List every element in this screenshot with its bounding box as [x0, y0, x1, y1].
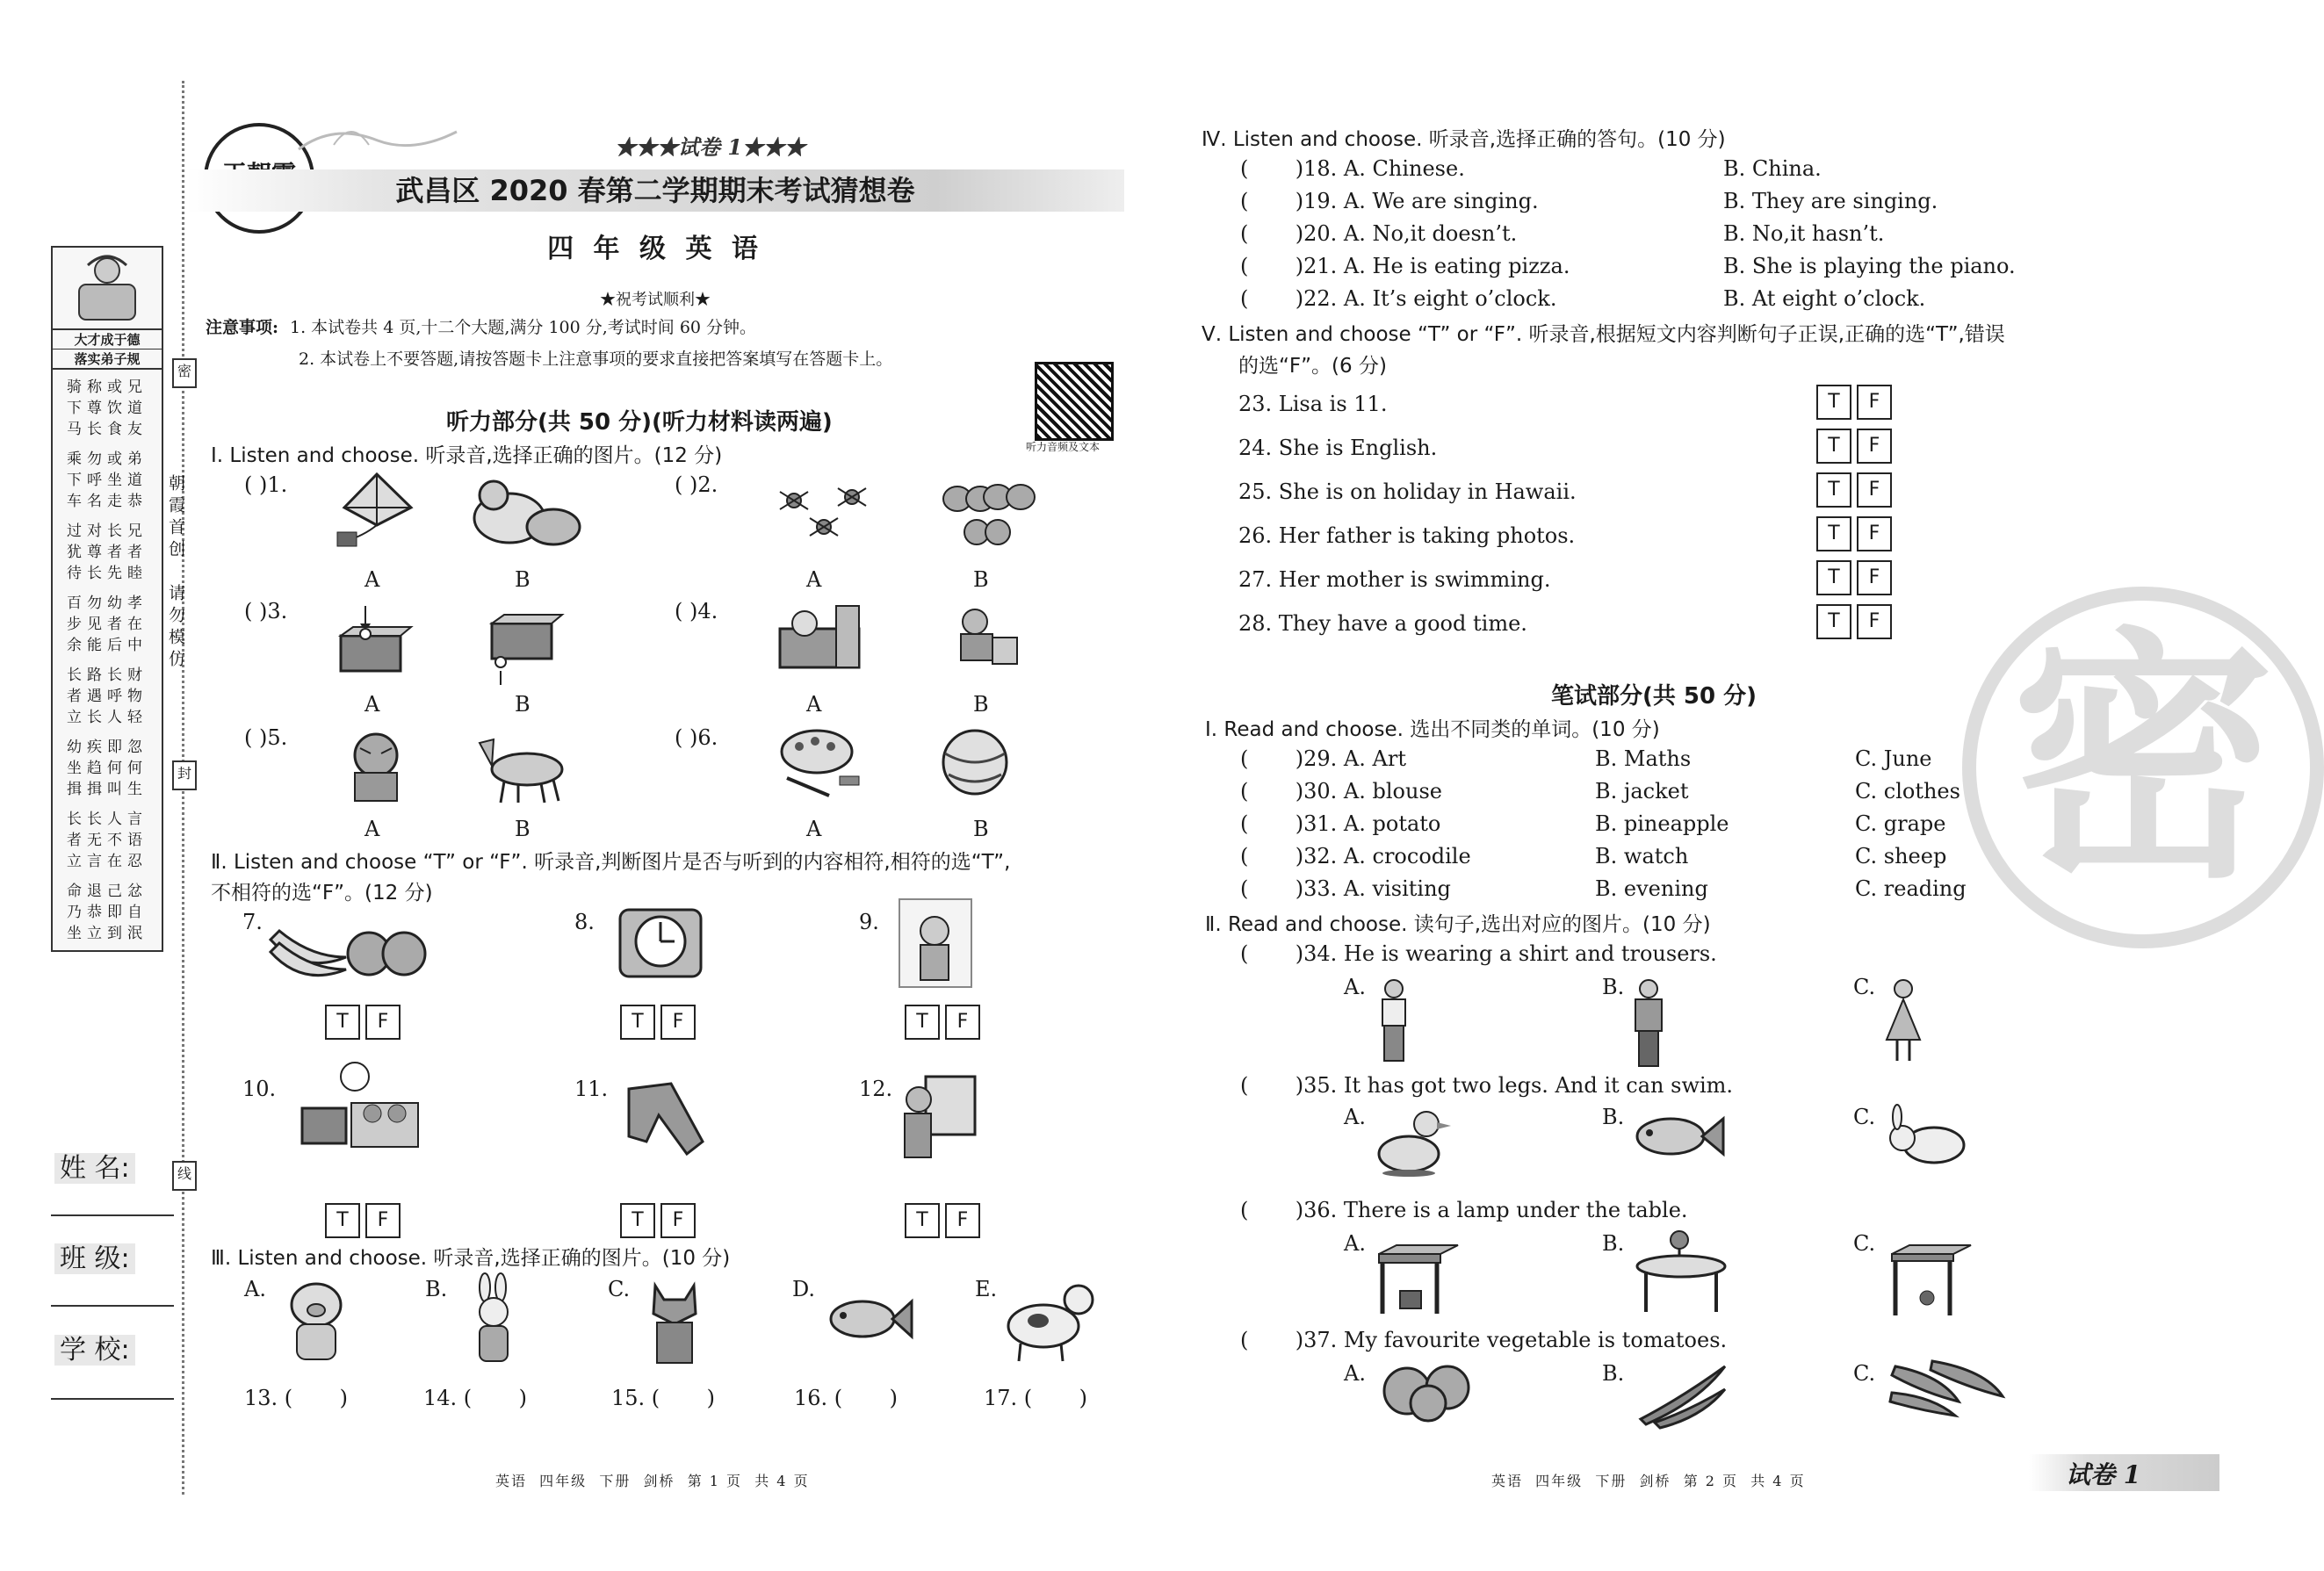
q27-false[interactable]: F: [1857, 560, 1892, 595]
sidebar-rule-row: 下尊饮道: [67, 400, 148, 417]
q34-opt-c[interactable]: C.: [1853, 975, 1876, 999]
school-line[interactable]: [51, 1398, 174, 1400]
q35-opt-c[interactable]: C.: [1853, 1105, 1876, 1129]
q28-statement: 28. They have a good time.: [1238, 611, 1527, 636]
clock-icon: [617, 906, 704, 980]
q8-false[interactable]: F: [660, 1005, 696, 1040]
sidebar-rule-row: 命退己忿: [67, 883, 148, 900]
q7-true[interactable]: T: [325, 1005, 360, 1040]
q1-label[interactable]: ( )1.: [244, 472, 288, 497]
q37-opt-a[interactable]: A.: [1344, 1361, 1366, 1386]
q37-opt-c[interactable]: C.: [1853, 1361, 1876, 1386]
q12-false[interactable]: F: [945, 1203, 980, 1238]
q9-label: 9.: [859, 910, 879, 934]
q5-option-a[interactable]: A: [364, 817, 380, 841]
section-5-title-cont: 的选“F”。(6 分): [1238, 355, 1387, 378]
q20-text[interactable]: ( )20. A. No,it doesn’t.: [1240, 221, 1518, 246]
lamp-on-table-icon: [1634, 1229, 1730, 1314]
q17-blank[interactable]: 17. ( ): [984, 1386, 1087, 1410]
section-5-title: Ⅴ. Listen and choose “T” or “F”. 听录音,根据短文内容判断句子正误,正确的选“T”,错误: [1202, 323, 2005, 346]
q35-text[interactable]: ( )35. It has got two legs. And it can swim.: [1240, 1073, 1734, 1098]
q10-false[interactable]: F: [365, 1203, 401, 1238]
q27-tf: [1816, 560, 1897, 595]
q25-statement: 25. She is on holiday in Hawaii.: [1238, 479, 1577, 504]
trousers-icon: [624, 1080, 708, 1163]
duck-icon: [1374, 1108, 1453, 1178]
sidebar-motto-sub: 落实弟子规: [53, 350, 162, 370]
q28-tf: [1816, 604, 1897, 639]
cow-icon: [1003, 1280, 1100, 1365]
q12-tf: [905, 1203, 985, 1238]
qr-caption: 听力音频及文本: [1026, 441, 1101, 453]
q32-text[interactable]: ( )32. A. crocodile: [1240, 844, 1471, 868]
paper-tag: ★★★试卷 1★★★: [615, 134, 806, 160]
q34-opt-a[interactable]: A.: [1344, 975, 1366, 999]
q30-text[interactable]: ( )30. A. blouse: [1240, 779, 1442, 804]
q22-text[interactable]: ( )22. A. It’s eight o’clock.: [1240, 286, 1557, 311]
ball-under-box-icon: [488, 611, 559, 685]
q29-text[interactable]: ( )29. A. Art: [1240, 746, 1406, 771]
horse-icon: [474, 731, 571, 804]
q33-option-b[interactable]: B. evening: [1595, 876, 1708, 901]
q22-option-b[interactable]: B. At eight o’clock.: [1723, 286, 1926, 311]
q21-text[interactable]: ( )21. A. He is eating pizza.: [1240, 254, 1570, 278]
q36-text[interactable]: ( )36. There is a lamp under the table.: [1240, 1198, 1688, 1222]
footer-page-1: 英语 四年级 下册 剑桥 第 1 页 共 4 页: [495, 1473, 810, 1489]
section-1-title: Ⅰ. Listen and choose. 听录音,选择正确的图片。(12 分): [211, 444, 723, 467]
section-4-title: Ⅳ. Listen and choose. 听录音,选择正确的答句。(10 分): [1202, 128, 1726, 151]
q25-tf: [1816, 472, 1897, 508]
q4-option-a[interactable]: A: [806, 692, 822, 717]
sidebar-rule-row: 幼疾即忽: [67, 739, 148, 756]
name-label: 姓 名:: [54, 1146, 135, 1185]
q37-text[interactable]: ( )37. My favourite vegetable is tomatoes.: [1240, 1328, 1728, 1352]
q8-label: 8.: [574, 910, 595, 934]
sidebar-panel: [51, 246, 163, 952]
girl-drawing-icon: [899, 1073, 978, 1161]
q10-label: 10.: [242, 1077, 277, 1101]
q6-option-a[interactable]: A: [806, 817, 822, 841]
ribbon-decoration-icon: [299, 114, 457, 167]
written-heading: 笔试部分(共 50 分): [1551, 683, 1757, 710]
exam-title: 武昌区 2020 春第二学期期末考试猜想卷: [395, 174, 915, 207]
class-line[interactable]: [51, 1305, 174, 1307]
q32-option-b[interactable]: B. watch: [1595, 844, 1689, 868]
seal-mark-xian: 线: [172, 1161, 197, 1191]
qr-code[interactable]: [1035, 362, 1114, 441]
sidebar-rule-row: 过对长兄: [67, 522, 148, 540]
q10-true[interactable]: T: [325, 1203, 360, 1238]
q31-text[interactable]: ( )31. A. potato: [1240, 811, 1441, 836]
q31-option-b[interactable]: B. pineapple: [1595, 811, 1729, 836]
written-2-title: Ⅱ. Read and choose. 读句子,选出对应的图片。(10 分): [1205, 913, 1711, 936]
ball-on-box-icon: [337, 606, 408, 673]
sidebar-vertical-note-1: 朝霞首创: [166, 474, 185, 562]
q11-label: 11.: [574, 1077, 609, 1101]
wolf-icon: [638, 1279, 711, 1366]
q34-text[interactable]: ( )34. He is wearing a shirt and trousers.: [1240, 941, 1717, 966]
cucumbers-icon: [1637, 1363, 1730, 1424]
q14-blank[interactable]: 14. ( ): [423, 1386, 527, 1410]
sidebar-rule-row: 坐趋何何: [67, 760, 148, 777]
q32-option-c[interactable]: C. sheep: [1855, 844, 1947, 868]
sidebar-rule-row: 马长食友: [67, 421, 148, 438]
seal-mark-mi: 密: [172, 358, 197, 388]
q35-opt-a[interactable]: A.: [1344, 1105, 1366, 1129]
q19-text[interactable]: ( )19. A. We are singing.: [1240, 189, 1539, 213]
q6-label[interactable]: ( )6.: [675, 725, 718, 750]
boy-sitting-icon: [949, 608, 1021, 669]
q11-true[interactable]: T: [620, 1203, 655, 1238]
section-2-title-cont: 不相符的选“F”。(12 分): [211, 882, 433, 904]
man-in-suit-icon: [1627, 978, 1671, 1068]
q3-option-b[interactable]: B: [515, 692, 530, 717]
scholar-figure-icon: [53, 248, 162, 328]
s3-letter-b: B.: [425, 1277, 448, 1301]
q26-statement: 26. Her father is taking photos.: [1238, 523, 1576, 548]
fish-option-icon: [1634, 1112, 1725, 1161]
tomatoes-icon: [1381, 1363, 1474, 1424]
sidebar-rule-row: 立长人轻: [67, 709, 148, 726]
sidebar-motto-top: 大才成于德: [53, 330, 162, 350]
q33-option-c[interactable]: C. reading: [1855, 876, 1967, 901]
q26-false[interactable]: F: [1857, 516, 1892, 551]
sidebar-rule-row: 待长先睦: [67, 565, 148, 582]
sidebar-rule-row: 骑称或兄: [67, 378, 148, 396]
section-2-title: Ⅱ. Listen and choose “T” or “F”. 听录音,判断图片是否与听到的内容相符,相符的选“T”,: [211, 851, 1011, 874]
tiger-icon: [339, 729, 413, 803]
paint-palette-icon: [776, 727, 864, 797]
q2-label[interactable]: ( )2.: [675, 472, 718, 497]
q27-statement: 27. Her mother is swimming.: [1238, 567, 1551, 592]
q10-tf: [325, 1203, 406, 1238]
blessing-text: ★祝考试顺利★: [600, 291, 711, 309]
rabbit-icon: [458, 1277, 529, 1365]
listening-heading: 听力部分(共 50 分)(听力材料读两遍): [446, 409, 833, 436]
boy-shirt-trousers-icon: [1372, 978, 1416, 1063]
q11-tf: [620, 1203, 701, 1238]
q20-option-b[interactable]: B. No,it hasn’t.: [1723, 221, 1885, 246]
q12-true[interactable]: T: [905, 1203, 940, 1238]
kite-icon: [337, 471, 416, 548]
sleeping-in-bed-icon: [776, 602, 864, 673]
fish-icon: [826, 1294, 913, 1344]
q6-option-b[interactable]: B: [973, 817, 989, 841]
q24-false[interactable]: F: [1857, 429, 1892, 464]
q23-tf: [1816, 385, 1897, 420]
notes-label: 注意事项:: [206, 318, 279, 337]
q3-option-a[interactable]: A: [364, 692, 380, 717]
q5-option-b[interactable]: B: [515, 817, 530, 841]
pig-icon: [281, 1279, 351, 1363]
q24-tf: [1816, 429, 1897, 464]
q12-label: 12.: [859, 1077, 893, 1101]
q7-tf: [325, 1005, 406, 1040]
q23-true[interactable]: T: [1816, 385, 1851, 420]
s3-letter-d: D.: [792, 1277, 816, 1301]
q30-option-b[interactable]: B. jacket: [1595, 779, 1689, 804]
sidebar-rule-row: 车名走恭: [67, 493, 148, 510]
q3-label[interactable]: ( )3.: [244, 599, 288, 623]
q16-blank[interactable]: 16. ( ): [794, 1386, 898, 1410]
q33-text[interactable]: ( )33. A. visiting: [1240, 876, 1451, 901]
s3-letter-a: A.: [244, 1277, 266, 1301]
q28-false[interactable]: F: [1857, 604, 1892, 639]
sidebar-rule-row: 乃恭即自: [67, 904, 148, 921]
cat-dog-icon: [467, 474, 581, 549]
q29-option-b[interactable]: B. Maths: [1595, 746, 1692, 771]
section-3-title: Ⅲ. Listen and choose. 听录音,选择正确的图片。(10 分): [211, 1247, 731, 1270]
q36-opt-b[interactable]: B.: [1602, 1231, 1625, 1256]
ball-icon: [940, 727, 1010, 797]
seal-mark-feng: 封: [172, 760, 197, 790]
q1-option-b[interactable]: B: [515, 567, 530, 592]
sidebar-rule-row: 揖揖叫生: [67, 781, 148, 798]
q25-false[interactable]: F: [1857, 472, 1892, 508]
subject-title: 四 年 级 英 语: [547, 234, 763, 264]
peppers-icon: [1888, 1358, 2008, 1419]
q9-tf: [905, 1005, 985, 1040]
q9-true[interactable]: T: [905, 1005, 940, 1040]
sidebar-rule-row: 下呼坐道: [67, 472, 148, 489]
q18-option-b[interactable]: B. China.: [1723, 156, 1822, 181]
s3-letter-c: C.: [608, 1277, 631, 1301]
q37-opt-b[interactable]: B.: [1602, 1361, 1625, 1386]
name-line[interactable]: [51, 1214, 174, 1216]
q24-true[interactable]: T: [1816, 429, 1851, 464]
q9-false[interactable]: F: [945, 1005, 980, 1040]
sidebar-rule-row: 坐立到泯: [67, 925, 148, 942]
butterflies-icon: [940, 483, 1036, 553]
q8-tf: [620, 1005, 701, 1040]
q25-true[interactable]: T: [1816, 472, 1851, 508]
q8-true[interactable]: T: [620, 1005, 655, 1040]
bananas-tomatoes-icon: [267, 913, 429, 982]
footer-page-2: 英语 四年级 下册 剑桥 第 2 页 共 4 页: [1491, 1473, 1806, 1489]
sidebar-rule-row: 者遇呼物: [67, 688, 148, 705]
q21-option-b[interactable]: B. She is playing the piano.: [1723, 254, 2016, 278]
lamp-under-table-c-icon: [1888, 1242, 1973, 1317]
spiders-icon: [768, 485, 884, 546]
family-watching-tv-icon: [299, 1059, 422, 1163]
sidebar-rule-row: 长长人言: [67, 811, 148, 828]
sidebar-rule-row: 乘勿或弟: [67, 450, 148, 468]
s3-letter-e: E.: [975, 1277, 998, 1301]
q4-label[interactable]: ( )4.: [675, 599, 718, 623]
lamp-under-table-a-icon: [1375, 1242, 1460, 1315]
q35-opt-b[interactable]: B.: [1602, 1105, 1625, 1129]
rabbit-option-icon: [1881, 1108, 1969, 1168]
sidebar-emblem: [53, 248, 162, 330]
sidebar-rule-row: 犹尊者者: [67, 544, 148, 561]
q36-opt-c[interactable]: C.: [1853, 1231, 1876, 1256]
q24-statement: 24. She is English.: [1238, 436, 1438, 460]
note-1: 1. 本试卷共 4 页,十二个大题,满分 100 分,考试时间 60 分钟。: [290, 318, 757, 337]
q28-true[interactable]: T: [1816, 604, 1851, 639]
watermark-stamp: 密: [1962, 587, 2324, 948]
sidebar-rule-row: 立言在忍: [67, 853, 148, 870]
sidebar-rule-row: 步见者在: [67, 616, 148, 633]
q4-option-b[interactable]: B: [973, 692, 989, 717]
q7-label: 7.: [242, 910, 263, 934]
paper-tag-footer-text: 试卷 1: [2066, 1460, 2141, 1489]
sidebar-rule-row: 百勿幼孝: [67, 595, 148, 612]
sidebar-rules-grid: [53, 370, 162, 960]
school-label: 学 校:: [54, 1328, 135, 1366]
q5-label[interactable]: ( )5.: [244, 725, 288, 750]
girl-dress-icon: [1881, 978, 1925, 1063]
written-1-title: Ⅰ. Read and choose. 选出不同类的单词。(10 分): [1205, 718, 1660, 741]
q11-false[interactable]: F: [660, 1203, 696, 1238]
q19-option-b[interactable]: B. They are singing.: [1723, 189, 1938, 213]
q29-option-c[interactable]: C. June: [1855, 746, 1932, 771]
q34-opt-b[interactable]: B.: [1602, 975, 1625, 999]
q13-blank[interactable]: 13. ( ): [244, 1386, 348, 1410]
sidebar-rule-row: 余能后中: [67, 637, 148, 654]
q23-statement: 23. Lisa is 11.: [1238, 392, 1388, 416]
sidebar-rule-row: 长路长财: [67, 667, 148, 684]
sidebar-vertical-note-2: 请勿模仿: [166, 584, 185, 672]
q2-option-b[interactable]: B: [973, 567, 989, 592]
q30-option-c[interactable]: C. clothes: [1855, 779, 1960, 804]
q23-false[interactable]: F: [1857, 385, 1892, 420]
q27-true[interactable]: T: [1816, 560, 1851, 595]
q7-false[interactable]: F: [365, 1005, 401, 1040]
q15-blank[interactable]: 15. ( ): [611, 1386, 715, 1410]
q18-text[interactable]: ( )18. A. Chinese.: [1240, 156, 1465, 181]
note-2: 2. 本试卷上不要答题,请按答题卡上注意事项的要求直接把答案填写在答题卡上。: [299, 350, 893, 369]
q2-option-a[interactable]: A: [806, 567, 822, 592]
q26-tf: [1816, 516, 1897, 551]
sidebar-rule-row: 者无不语: [67, 832, 148, 849]
class-label: 班 级:: [54, 1236, 135, 1275]
q31-option-c[interactable]: C. grape: [1855, 811, 1946, 836]
q26-true[interactable]: T: [1816, 516, 1851, 551]
girl-at-window-icon: [896, 896, 975, 991]
q36-opt-a[interactable]: A.: [1344, 1231, 1366, 1256]
q1-option-a[interactable]: A: [364, 567, 380, 592]
